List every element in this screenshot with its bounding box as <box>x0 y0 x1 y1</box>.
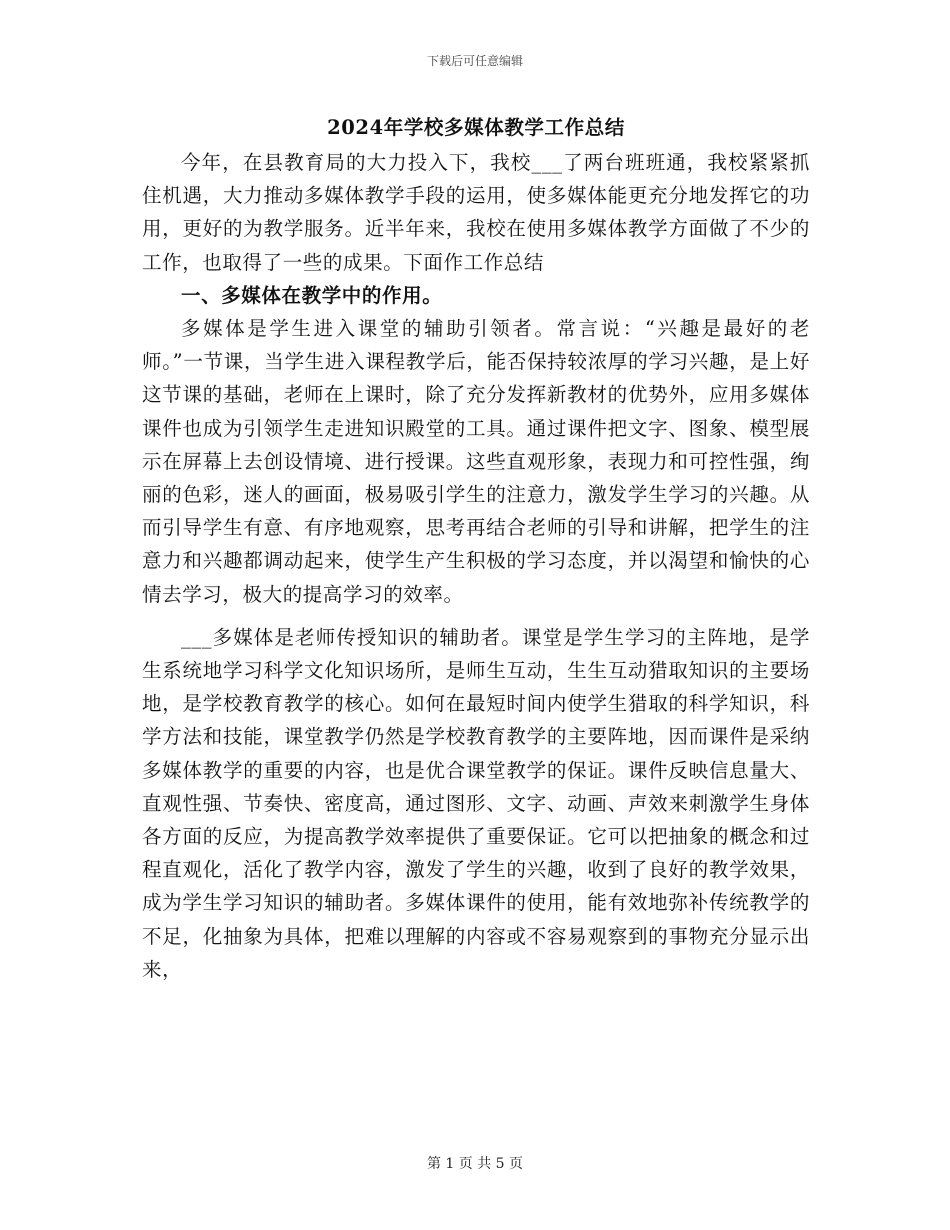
page-header-note: 下载后可任意编辑 <box>426 54 523 68</box>
document-body <box>142 116 810 986</box>
section-heading: 一、多媒体在教学中的作用。 <box>181 283 443 307</box>
document-title: 2024年学校多媒体教学工作总结 <box>327 116 625 139</box>
page-number: 第 1 页 共 5 页 <box>426 1156 524 1172</box>
intro-paragraph: 今年，在县教育局的大力投入下，我校___了两台班班通，我校紧紧抓住机遇，大力推动多媒体教学手段的运用，使多媒体能更充分地发挥它的功用，更好的为教学服务。近半年来，我校在使用多媒体教学方面做了不少的工作，也取得了一些的成果。下面作工作总结 <box>142 151 810 274</box>
body-paragraph-2: ___多媒体是老师传授知识的辅助者。课堂是学生学习的主阵地，是学生系统地学习科学文化知识场所，是师生互动，生生互动猎取知识的主要场地，是学校教育教学的核心。如何在最短时间内使学生猎取的科学知识，科学方法和技能，课堂教学仍然是学校教育教学的主要阵地，因而课件是采纳多媒体教学的重要的内容，也是优合课堂教学的保证。课件反映信息量大、直观性强、节奏快、密度高，通过图形、文字、动画、声效来刺激学生身体各方面的反应，为提高教学效率提供了重要保证。它可以把抽象的概念和过程直观化，活化了教学内容，激发了学生的兴趣，收到了良好的教学效果，成为学生学习知识的辅助者。多媒体课件的使用，能有效地弥补传统教学的不足，化抽象为具体，把难以理解的内容或不容易观察到的事物充分显示出来， <box>142 625 810 981</box>
body-paragraph-1: 多媒体是学生进入课堂的辅助引领者。常言说：“兴趣是最好的老师。”一节课，当学生进入课程教学后，能否保持较浓厚的学习兴趣，是上好这节课的基础，老师在上课时，除了充分发挥新教材的优势外，应用多媒体课件也成为引领学生走进知识殿堂的工具。通过课件把文字、图象、模型展示在屏幕上去创设情境、进行授课。这些直观形象，表现力和可控性强，绚丽的色彩，迷人的画面，极易吸引学生的注意力，激发学生学习的兴趣。从而引导学生有意、有序地观察，思考再结合老师的引导和讲解，把学生的注意力和兴趣都调动起来，使学生产生积极的学习态度，并以渴望和愉快的心情去学习，极大的提高学习的效率。 <box>142 317 810 606</box>
